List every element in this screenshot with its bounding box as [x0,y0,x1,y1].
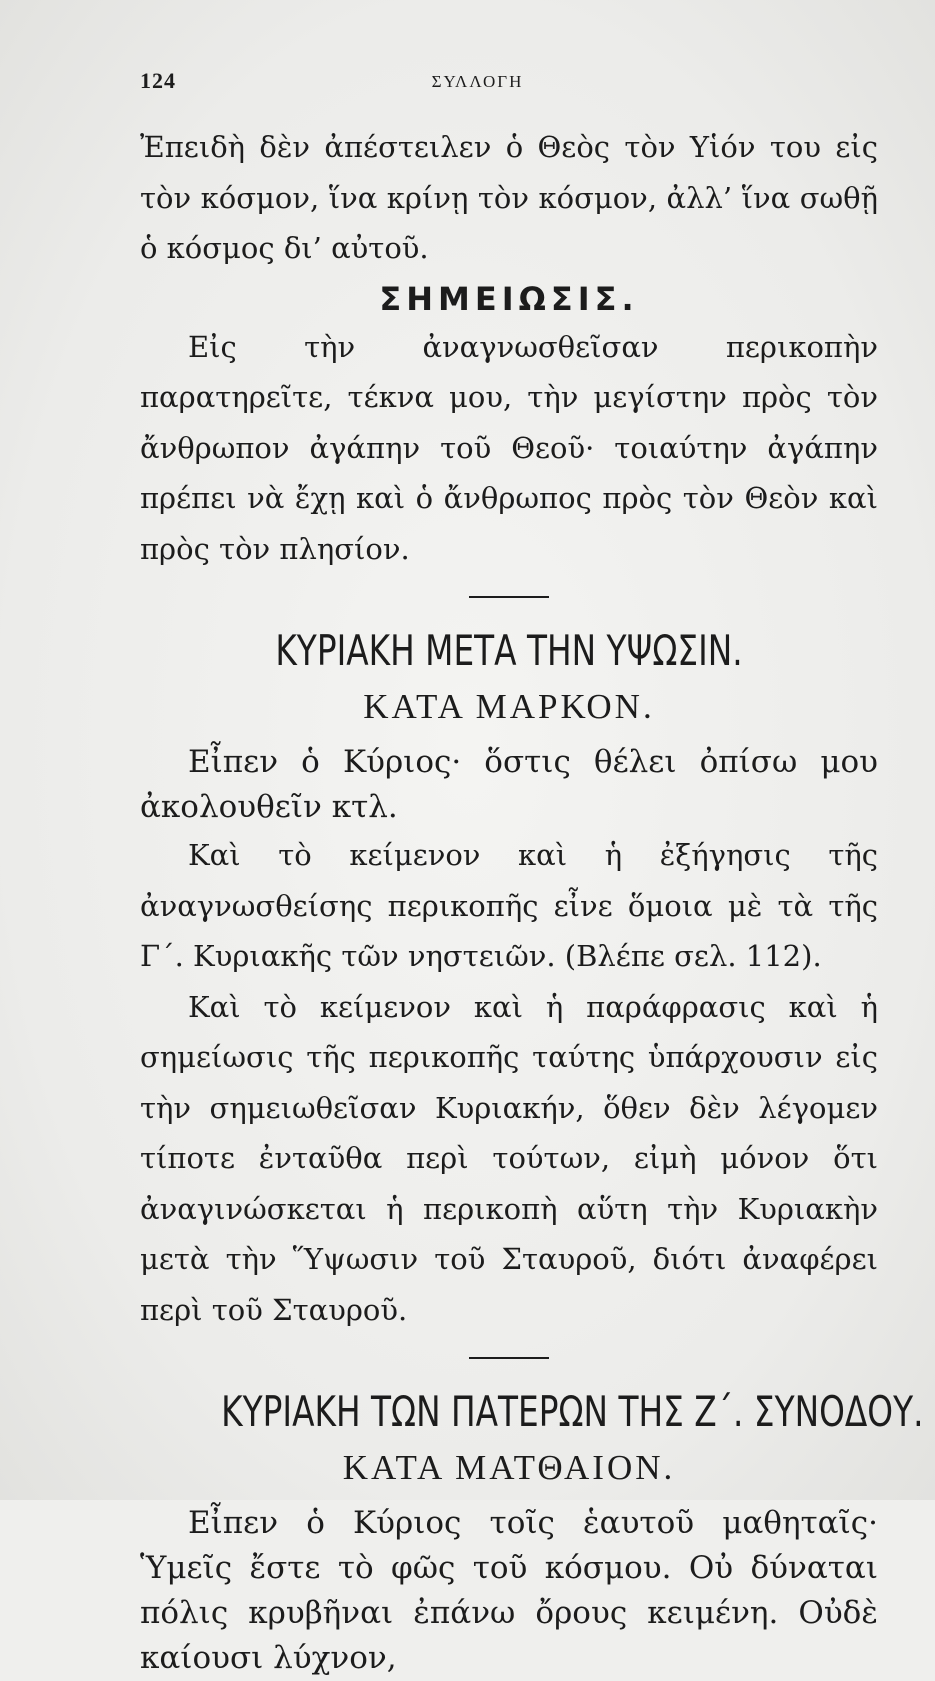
section-title: ΚΥΡΙΑΚΗ ΤΩΝ ΠΑΤΕΡΩΝ ΤΗΣ Ζ΄. ΣΥΝΟΔΟΥ. [221,1387,924,1436]
section-divider [469,596,549,598]
page-body [140,122,924,1681]
top-paragraph: Ἐπειδὴ δὲν ἀπέστειλεν ὁ Θεὸς τὸν Υἱόν του εἰς τὸν κόσμον, ἵνα κρίνῃ τὸν κόσμον, ἀλλ’ ἵνα σωθῇ ὁ κόσμος δι’ αὐτοῦ. [140,130,878,265]
gospel-paragraph: Εἶπεν ὁ Κύριος· ὅστις θέλει ὀπίσω μου ἀκολουθεῖν κτλ. [140,744,878,825]
paragraph: Καὶ τὸ κείμενον καὶ ἡ ἐξήγησις τῆς ἀναγνωσθείσης περικοπῆς εἶνε ὅμοια μὲ τὰ τῆς Γ΄. Κυριακῆς τῶν νηστειῶν. (Βλέπε σελ. 112). [140,838,878,973]
page-number: 124 [140,68,176,93]
section-subtitle: ΚΑΤΑ ΜΑΤΘΑΙΟΝ. [342,1448,676,1487]
page-header [140,68,875,108]
note-paragraph: Εἰς τὴν ἀναγνωσθεῖσαν περικοπὴν παρατηρεῖτε, τέκνα μου, τὴν μεγίστην πρὸς τὸν ἄνθρωπον ἀγάπην τοῦ Θεοῦ· τοιαύτην ἀγάπην πρέπει νὰ ἔχῃ καὶ ὁ ἄνθρωπος πρὸς τὸν Θεὸν καὶ πρὸς τὸν πλησίον. [140,329,878,566]
gospel-paragraph: Εἶπεν ὁ Κύριος τοῖς ἑαυτοῦ μαθηταῖς· Ὑμεῖς ἔστε τὸ φῶς τοῦ κόσμου. Οὐ δύναται πόλις κρυβῆναι ἐπάνω ὄρους κειμένη. Οὐδὲ καίουσι λύχνον, [140,1505,878,1676]
section-title: ΚΥΡΙΑΚΗ ΜΕΤΑ ΤΗΝ ΥΨΩΣΙΝ. [275,626,743,675]
section-subtitle: ΚΑΤΑ ΜΑΡΚΟΝ. [363,687,655,726]
note-heading: ΣΗΜΕΙΩΣΙΣ. [379,279,639,318]
paragraph: Καὶ τὸ κείμενον καὶ ἡ παράφρασις καὶ ἡ σημείωσις τῆς περικοπῆς ταύτης ὑπάρχουσιν εἰς τὴν σημειωθεῖσαν Κυριακήν, ὅθεν δὲν λέγομεν τίποτε ἐνταῦθα περὶ τούτων, εἰμὴ μόνον ὅτι ἀναγινώσκεται ἡ περικοπὴ αὕτη τὴν Κυριακὴν μετὰ τὴν Ὕψωσιν τοῦ Σταυροῦ, διότι ἀναφέρει περὶ τοῦ Σταυροῦ. [140,989,878,1327]
section-divider [469,1357,549,1359]
running-title: ΣΥΛΛΟΓΗ [431,72,524,91]
